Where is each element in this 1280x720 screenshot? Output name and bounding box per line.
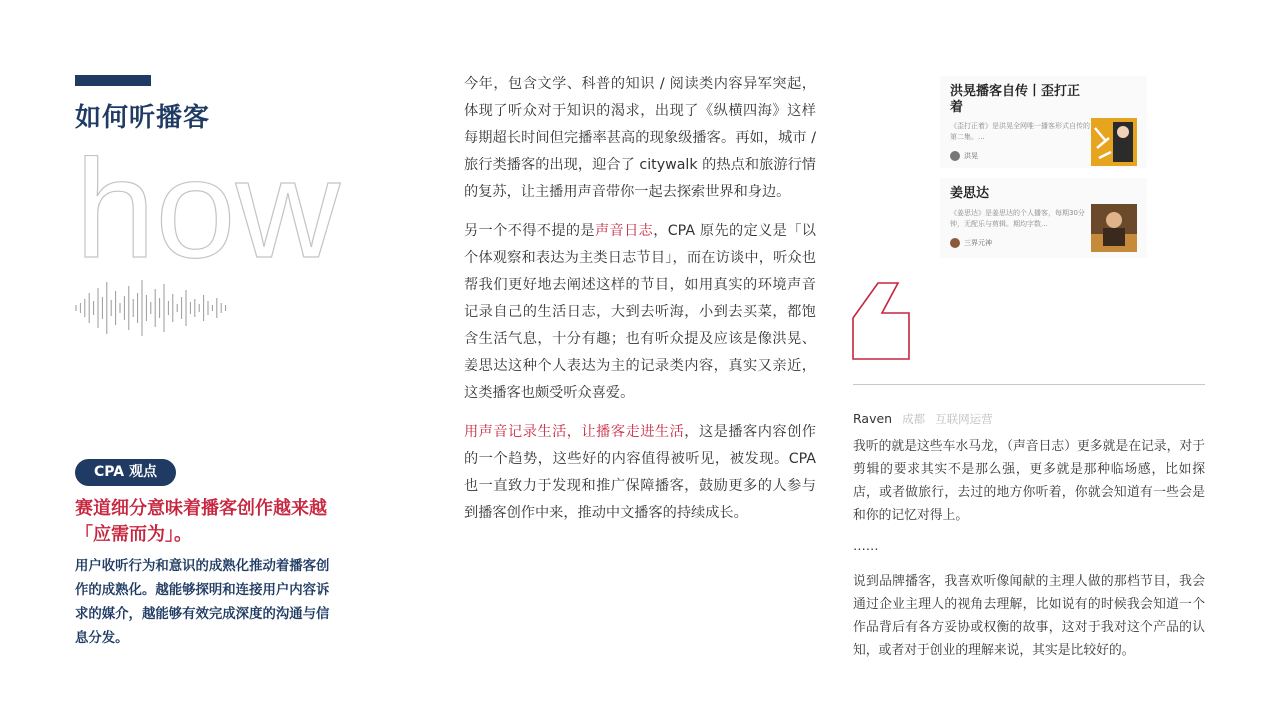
cpa-headline: 赛道细分意味着播客创作越来越「应需而为」。 [75, 498, 327, 545]
how-outline-word [75, 145, 345, 270]
podcast-card-desc: 《姜思达》是姜思达的个人播客，每期30分钟，无配乐与剪辑。期均字数... [950, 209, 1085, 228]
section-title: 如何听播客 [75, 103, 211, 133]
interviewee-name: Raven [853, 411, 893, 426]
p2-rest: ，CPA 原先的定义是「以个体观察和表达为主类日志节目」，而在访谈中，听众也帮我们更好地去阐述这样的节目，如用真实的环境声音记录自己的生活日志，大到去听海，小到去买菜，都饱含生活气息，十分有趣；也有听众提及应该是像洪晃、姜思达这种个人表达为主的记录类内容，真实又亲近，这类播客也颇受听众喜爱。 [464, 223, 816, 401]
highlight-record-life: 用声音记录生活，让播客走进生活 [464, 424, 685, 440]
interviewee-city: 成都 [902, 412, 926, 426]
podcast-card-hong-huang[interactable] [940, 76, 1147, 168]
p3-rest: ，这是播客内容创作的一个趋势，这些好的内容值得被听见，被发现。CPA 也一直致力于发现和推广保障播客，鼓励更多的人参与到播客创作中来，推动中文播客的持续成长。 [464, 424, 816, 521]
article-paragraph-2 [464, 218, 816, 407]
podcast-cover-image [1091, 204, 1137, 252]
author-avatar [950, 238, 960, 248]
how-word-text: how [75, 145, 341, 270]
quote-paragraph-2: 说到品牌播客，我喜欢听像闻献的主理人做的那档节目，我会通过企业主理人的视角去理解，比如说有的时候我会知道一个作品背后有各方妥协或权衡的故事，这对于我对这个产品的认知，或者对于创业的理解来说，其实是比较好的。 [853, 574, 1205, 658]
podcast-cover-image [1091, 118, 1137, 166]
article-paragraph-3 [464, 419, 816, 527]
quote-divider [853, 384, 1205, 385]
quote-ellipsis: …… [853, 539, 879, 554]
podcast-card-title: 姜思达 [950, 186, 990, 201]
cpa-body-text: 用户收听行为和意识的成熟化推动着播客创作的成熟化。越能够探明和连接用户内容诉求的媒介，越能够有效完成深度的沟通与信息分发。 [75, 559, 330, 646]
cpa-view-badge: CPA 观点 [75, 459, 176, 486]
author-name: 洪晃 [964, 152, 978, 160]
author-name: 三界元神 [964, 239, 992, 247]
podcast-card-author [950, 151, 978, 161]
interviewee-job: 互联网运营 [935, 412, 993, 426]
sound-wave-icon [75, 278, 235, 338]
interview-quote [853, 435, 1205, 670]
highlight-voice-diary: 声音日志 [595, 223, 654, 239]
p2-lead: 另一个不得不提的是 [464, 223, 595, 239]
podcast-card-title: 洪晃播客自传丨歪打正着 [950, 84, 1081, 115]
author-avatar [950, 151, 960, 161]
quote-paragraph-1: 我听的就是这些车水马龙，（声音日志）更多就是在记录，对于剪辑的要求其实不是那么强，更多就是那种临场感，比如探店，或者做旅行，去过的地方你听着，你就会知道有一些会是和你的记忆对得上。 [853, 439, 1205, 523]
main-article [464, 71, 816, 539]
podcast-card-jiang-sida[interactable] [940, 178, 1147, 258]
article-paragraph-1: 今年，包含文学、科普的知识 / 阅读类内容异军突起，体现了听众对于知识的渴求，出现了《纵横四海》这样每期超长时间但完播率甚高的现象级播客。再如，城市 / 旅行类播客的出现，迎合了 citywalk 的热点和旅游行情的复苏，让主播用声音带你一起去探索世界和身边。 [464, 76, 816, 200]
interviewee-info [853, 410, 1003, 428]
podcast-card-desc: 《歪打正着》是洪晃全网唯一播客形式自传的第二集。... [950, 122, 1090, 141]
quote-mark-icon [852, 282, 914, 364]
title-accent-bar [75, 75, 151, 86]
podcast-card-author [950, 238, 992, 248]
